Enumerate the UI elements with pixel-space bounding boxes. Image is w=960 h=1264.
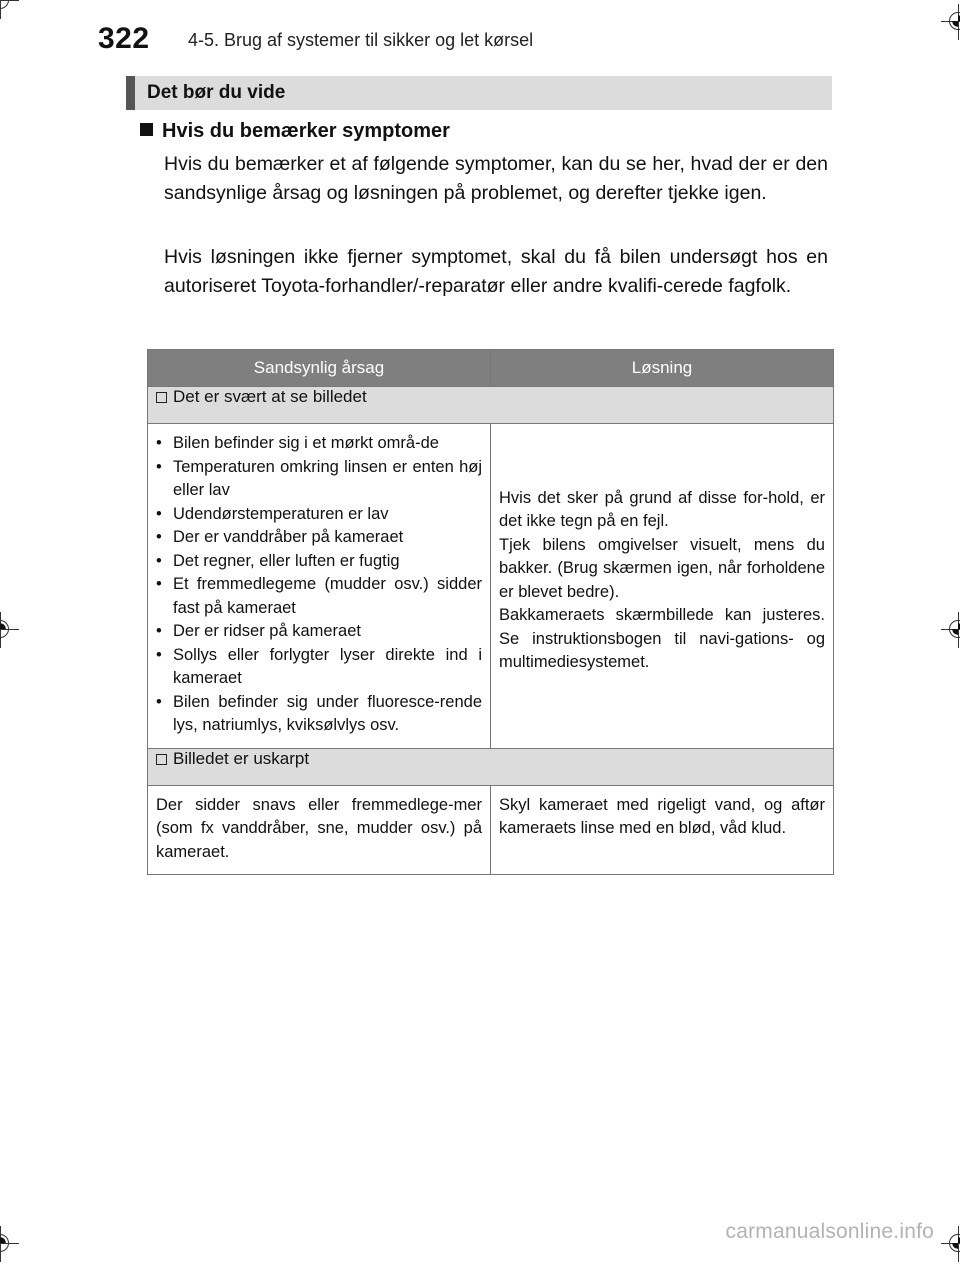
intro-paragraph: Hvis du bemærker et af følgende symptomer, kan du se her, hvad der er den sandsynlige årsag og løsningen på problemet, og derefter tjekke igen.	[164, 153, 828, 204]
list-item	[156, 691, 482, 738]
registration-mark-top-left	[0, 0, 19, 19]
square-bullet-icon	[140, 123, 153, 136]
group-title-cell	[148, 748, 834, 785]
bullet: •	[156, 504, 162, 523]
list-item-text: Bilen befinder sig i et mørkt områ-de	[173, 434, 439, 452]
table-header-row	[148, 350, 834, 387]
list-item	[156, 503, 482, 527]
bullet: •	[156, 457, 162, 476]
symptom-table	[147, 349, 834, 875]
list-item-text: Der er vanddråber på kameraet	[173, 528, 404, 546]
list-item-text: Udendørstemperaturen er lav	[173, 504, 389, 523]
registration-mark-mid-right	[941, 612, 960, 648]
solution-cell: Skyl kameraet med rigeligt vand, og aftør kameraets linse med en blød, våd klud.	[491, 785, 834, 875]
list-item	[156, 550, 482, 574]
registration-mark-top-right	[941, 4, 960, 40]
cause-list	[156, 432, 482, 738]
section-heading	[140, 120, 450, 143]
bullet: •	[156, 622, 162, 640]
group-title: Det er svært at se billedet	[173, 387, 367, 406]
watermark-brand: carmanualsonline.info	[725, 1220, 934, 1243]
list-item-text: Sollys eller forlygter lyser direkte ind i kameraet	[173, 645, 482, 687]
list-item	[156, 620, 482, 644]
section-heading-text: Hvis du bemærker symptomer	[162, 120, 450, 142]
group-title: Billedet er uskarpt	[173, 748, 310, 768]
bullet: •	[156, 645, 162, 664]
group-row-image-hard-to-see	[148, 387, 834, 424]
info-box-title: Det bør du vide	[126, 76, 832, 110]
cause-cell: Der sidder snavs eller fremmedlege-mer (som fx vanddråber, sne, mudder osv.) på kameraet.	[148, 785, 491, 875]
registration-mark-bottom-right	[941, 1226, 960, 1262]
table-row	[148, 424, 834, 749]
list-item-text: Det regner, eller luften er fugtig	[173, 551, 400, 570]
cause-cell	[148, 424, 491, 749]
group-title-cell	[148, 387, 834, 424]
list-item	[156, 456, 482, 503]
list-item	[156, 573, 482, 620]
header-solution: Løsning	[491, 350, 834, 387]
table-row	[148, 785, 834, 875]
list-item	[156, 526, 482, 550]
bullet: •	[156, 692, 162, 711]
advice-paragraph: Hvis løsningen ikke fjerner symptomet, skal du få bilen undersøgt hos en autoriseret Toyota-forhandler/-reparatør eller andre kvalifi-cerede fagfolk.	[164, 246, 828, 297]
list-item-text: Der er ridser på kameraet	[173, 622, 361, 640]
solution-line: Tjek bilens omgivelser visuelt, mens du bakker. (Brug skærmen igen, når forholdene er blevet bedre).	[499, 535, 825, 601]
solution-line: Bakkameraets skærmbillede kan justeres. Se instruktionsbogen til navi-gations- og multimediesystemet.	[499, 606, 825, 672]
solution-cell	[491, 424, 834, 749]
list-item-text: Bilen befinder sig under fluoresce-rende lys, natriumlys, kviksølvlys osv.	[173, 692, 482, 734]
list-item-text: Et fremmedlegeme (mudder osv.) sidder fast på kameraet	[173, 575, 482, 617]
list-item	[156, 644, 482, 691]
bullet: •	[156, 551, 162, 570]
running-head: 4-5. Brug af systemer til sikker og let kørsel	[188, 30, 534, 50]
bullet: •	[156, 575, 162, 593]
page-number: 322	[98, 22, 150, 55]
registration-mark-mid-left	[0, 612, 19, 648]
registration-mark-bottom-left	[0, 1226, 19, 1262]
solution-line: Hvis det sker på grund af disse for-hold, er det ikke tegn på en fejl.	[499, 488, 825, 531]
bullet: •	[156, 434, 162, 452]
group-row-image-blurry	[148, 748, 834, 785]
checkbox-icon	[156, 392, 167, 403]
bullet: •	[156, 528, 162, 546]
checkbox-icon	[156, 754, 167, 765]
list-item	[156, 432, 482, 456]
list-item-text: Temperaturen omkring linsen er enten høj eller lav	[173, 457, 482, 499]
header-cause: Sandsynlig årsag	[148, 350, 491, 387]
